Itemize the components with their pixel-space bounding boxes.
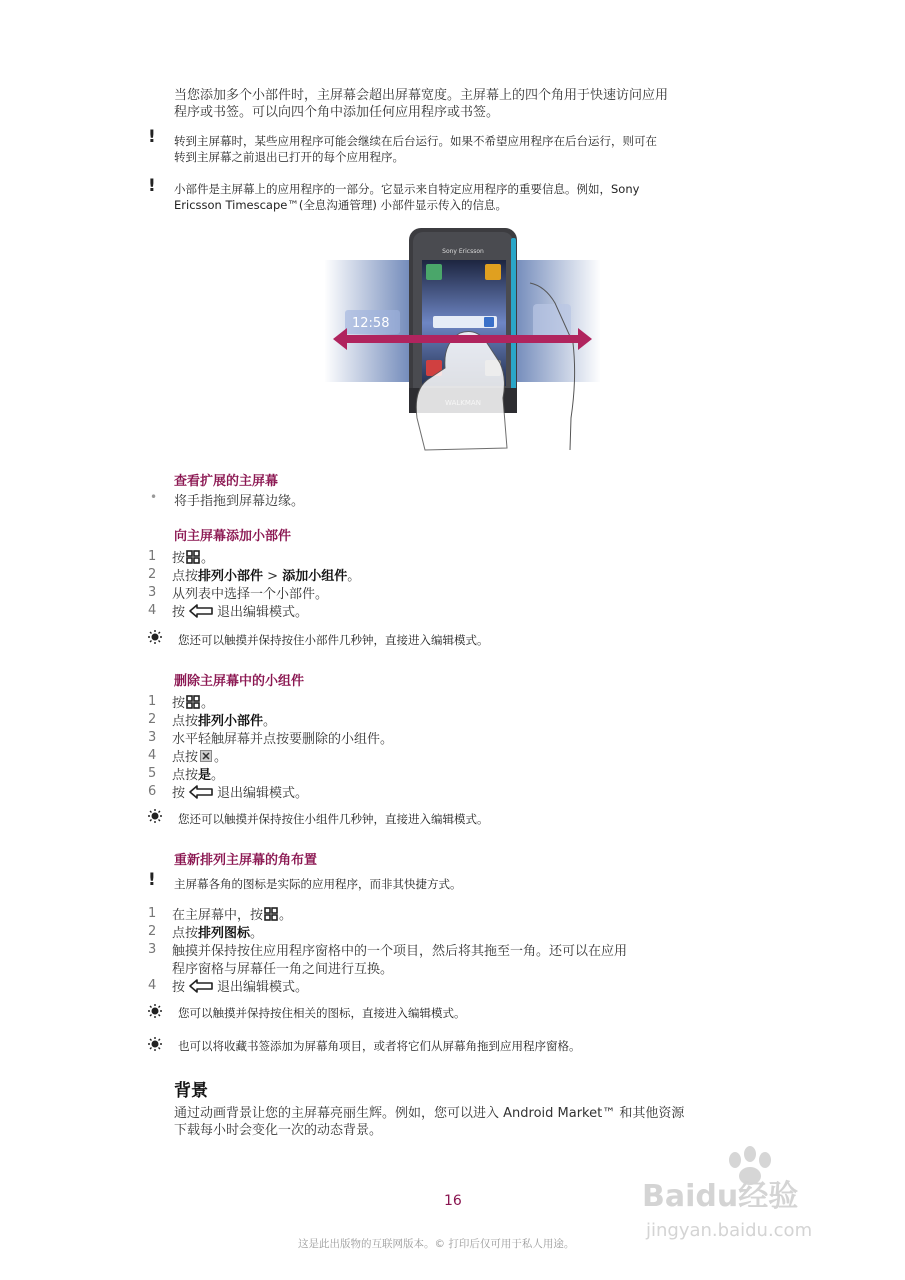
step-text [172,692,214,711]
bullet-dot: • [150,490,158,504]
step-number: 4 [148,602,157,618]
step-pre: 按 [172,604,186,620]
step-post: 。 [201,550,215,566]
background-line-1: 通过动画背景让您的主屏幕亮丽生辉。例如，您可以进入 Android Market™ 和其他资源 [174,1106,685,1121]
step-number: 4 [148,977,157,993]
step-text [172,782,308,801]
step-pre: 点按 [172,767,199,783]
heading-view-extended: 查看扩展的主屏幕 [174,474,279,489]
step [148,565,360,583]
step-text [172,746,227,765]
step-text [172,547,214,566]
step-pre: 点按 [172,568,199,584]
step [148,782,308,800]
step [148,922,263,940]
step-number: 2 [148,711,157,727]
step-text [172,922,263,941]
step-text: 触摸并保持按住应用程序窗格中的一个项目，然后将其拖至一角。还可以在应用 [172,943,628,959]
step-text [172,565,360,584]
menu-grid-icon [186,695,200,709]
back-icon [189,979,213,993]
warning-1-line-2: 转到主屏幕之前退出已打开的每个应用程序。 [174,150,404,164]
step-text [172,601,308,620]
intro-line-1: 当您添加多个小部件时，主屏幕会超出屏幕宽度。主屏幕上的四个角用于快速访问应用 [174,88,669,103]
step-number: 6 [148,783,157,799]
step-number: 1 [148,548,157,564]
step-pre: 在主屏幕中，按 [172,907,264,923]
step-pre: 按 [172,695,186,711]
clock-text: 12:58 [352,316,390,331]
tip-text: 您还可以触摸并保持按住小组件几秒钟，直接进入编辑模式。 [178,812,489,826]
step-text: 水平轻触屏幕并点按要删除的小组件。 [172,731,394,747]
watermark-brand: Baidu经验 [642,1179,799,1214]
step-pre: 点按 [172,925,199,941]
heading-rearrange: 重新排列主屏幕的角布置 [174,853,318,868]
step-post: 。 [347,568,361,584]
warning-icon: ! [148,870,156,890]
warning-icon: ! [148,176,156,196]
warning-text: 主屏幕各角的图标是实际的应用程序，而非其快捷方式。 [174,877,462,891]
step [148,746,227,764]
baidu-watermark-logo [640,1140,860,1250]
step-number: 1 [148,693,157,709]
phone-brand: Sony Ericsson [442,248,484,255]
step [148,728,393,746]
step [148,601,308,619]
step-pre: 按 [172,550,186,566]
tip-icon [146,1003,164,1019]
footer-text: 这是此出版物的互联网版本。© 打印后仅可用于私人用途。 [298,1238,575,1250]
step-post: 。 [250,925,264,941]
tip-icon [146,629,164,645]
step-post: 退出编辑模式。 [217,785,309,801]
tip-icon [146,1036,164,1052]
warning-2-line-2: Ericsson Timescape™(全息沟通管理) 小部件显示传入的信息。 [174,198,507,212]
step-text [172,764,224,783]
step [148,904,292,922]
menu-grid-icon [264,907,278,921]
step-post: 退出编辑模式。 [217,604,309,620]
home-screen-illustration [325,228,600,453]
step-post: 。 [201,695,215,711]
back-icon [189,785,213,799]
step-post: 。 [214,749,228,765]
step [148,976,308,994]
step-pre: 按 [172,979,186,995]
warning-2-line-1: 小部件是主屏幕上的应用程序的一部分。它显示来自特定应用程序的重要信息。例如，Sony [174,182,640,196]
step-number: 2 [148,566,157,582]
step [148,710,276,728]
intro-line-2: 程序或书签。可以向四个角中添加任何应用程序或书签。 [174,105,500,120]
heading-delete-widget: 删除主屏幕中的小组件 [174,674,305,689]
step-post: 。 [263,713,277,729]
page-number: 16 [444,1193,462,1209]
tip-text: 您还可以触摸并保持按住小部件几秒钟，直接进入编辑模式。 [178,633,489,647]
delete-x-icon [200,750,212,762]
step-text [172,710,276,729]
step-text [172,904,292,923]
back-icon [189,604,213,618]
step-number: 3 [148,941,157,957]
step-pre: 点按 [172,749,199,765]
bullet-text: 将手指拖到屏幕边缘。 [174,494,305,509]
step-number: 5 [148,765,157,781]
warning-icon: ! [148,127,156,147]
heading-add-widget: 向主屏幕添加小部件 [174,529,292,544]
step-pre: 按 [172,785,186,801]
menu-item-name: 排列小部件 [198,713,264,729]
step [148,692,214,710]
menu-item-name: 是 [198,767,212,783]
tip-text: 您可以触摸并保持按住相关的图标，直接进入编辑模式。 [178,1006,466,1020]
step-post: 。 [279,907,293,923]
background-line-2: 下载每小时会变化一次的动态背景。 [174,1123,383,1138]
watermark-url: jingyan.baidu.com [646,1220,813,1241]
step-number: 2 [148,923,157,939]
step-text [172,976,308,995]
menu-grid-icon [186,550,200,564]
menu-item-name: 排列小部件 [198,568,264,584]
section-title-background: 背景 [174,1081,208,1101]
warning-1-line-1: 转到主屏幕时，某些应用程序可能会继续在后台运行。如果不希望应用程序在后台运行，则可在 [174,134,657,148]
step [148,547,214,565]
menu-item-name: 排列图标 [198,925,251,941]
step-number: 1 [148,905,157,921]
step [148,764,224,782]
tip-text: 也可以将收藏书签添加为屏幕角项目，或者将它们从屏幕角拖到应用程序窗格。 [178,1039,581,1053]
step-post: 。 [211,767,225,783]
step [148,940,627,958]
step [148,583,328,601]
step-number: 3 [148,729,157,745]
step-number: 4 [148,747,157,763]
step-text: 从列表中选择一个小部件。 [172,586,329,602]
step-pre: 点按 [172,713,199,729]
step-separator: > [263,568,283,584]
menu-item-name: 添加小组件 [282,568,348,584]
step-post: 退出编辑模式。 [217,979,309,995]
tip-icon [146,808,164,824]
step-number: 3 [148,584,157,600]
step-text-continued: 程序窗格与屏幕任一角之间进行互换。 [172,962,394,977]
